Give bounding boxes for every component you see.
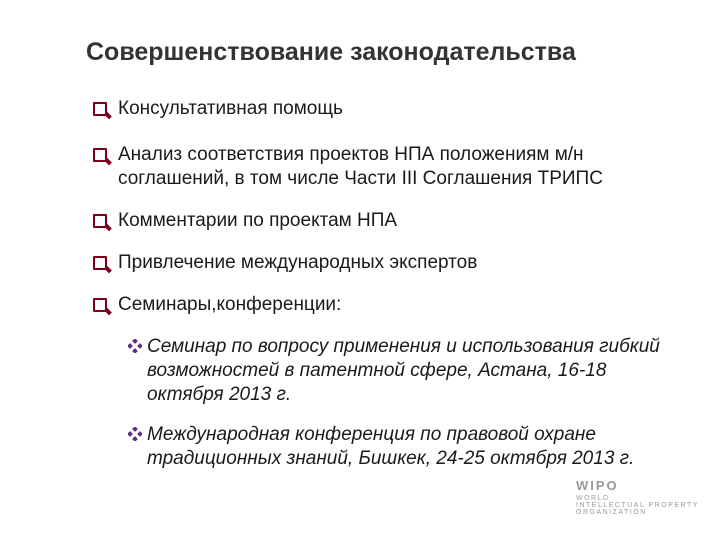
diamond-cluster-icon [128, 339, 142, 353]
wipo-logo [576, 478, 699, 518]
sub-bullet-item [128, 423, 688, 471]
slide-title: Совершенствование законодательства [86, 38, 576, 66]
bullet-item [93, 143, 673, 191]
checkbox-square-icon [93, 214, 107, 228]
logo-line-1: WORLD [576, 495, 610, 502]
bullet-item [93, 251, 673, 275]
logo-line-3: ORGANIZATION [576, 509, 647, 516]
logo-line-2: INTELLECTUAL PROPERTY [576, 502, 699, 509]
bullet-item [93, 209, 673, 233]
bullet-text: Анализ соответствия проектов НПА положениям м/н соглашений, в том числе Части III Соглашения ТРИПС [118, 144, 603, 189]
checkbox-square-icon [93, 148, 107, 162]
checkbox-square-icon [93, 102, 107, 116]
bullet-text: Семинары,конференции: [118, 294, 342, 315]
sub-bullet-text: Семинар по вопросу применения и использования гибкий возможностей в патентной сфере, Астана, 16-18 октября 2013 г. [147, 336, 660, 405]
logo-wordmark: WIPO [576, 478, 619, 493]
bullet-text: Консультативная помощь [118, 98, 343, 119]
sub-bullet-text: Международная конференция по правовой охране традиционных знаний, Бишкек, 24-25 октября 2013 г. [147, 424, 635, 469]
bullet-item [93, 97, 673, 121]
checkbox-square-icon [93, 256, 107, 270]
sub-bullet-item [128, 335, 688, 407]
bullet-text: Комментарии по проектам НПА [118, 210, 398, 231]
checkbox-square-icon [93, 298, 107, 312]
diamond-cluster-icon [128, 427, 142, 441]
bullet-text: Привлечение международных экспертов [118, 252, 478, 273]
bullet-item [93, 293, 673, 317]
